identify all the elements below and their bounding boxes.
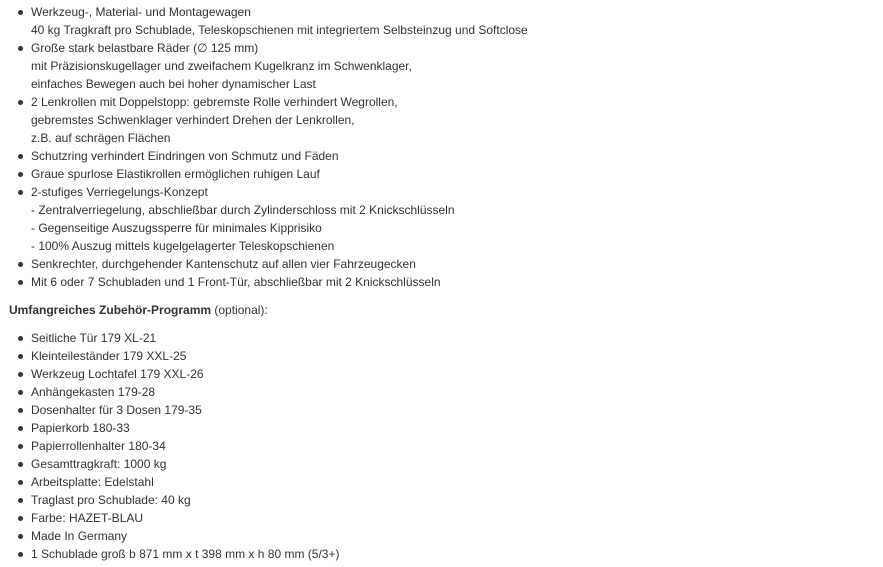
list-item	[31, 455, 883, 473]
list-item	[31, 183, 883, 255]
accessories-heading	[0, 301, 883, 319]
list-item-text: Papierkorb 180-33	[31, 421, 130, 435]
list-item-text: Made In Germany	[31, 529, 128, 543]
list-item	[31, 39, 883, 93]
list-item-text: mit Präzisionskugellager und zweifachem Kugelkranz im Schwenklager,	[31, 59, 412, 73]
accessories-list	[0, 329, 883, 563]
list-item-text: Mit 6 oder 7 Schubladen und 1 Front-Tür, abschließbar mit 2 Knickschlüsseln	[31, 275, 441, 289]
list-item	[31, 165, 883, 183]
list-item-text: - Zentralverriegelung, abschließbar durch Zylinderschloss mit 2 Knickschlüsseln	[31, 203, 455, 217]
list-item	[31, 491, 883, 509]
list-item-text: 1 Schublade groß b 871 mm x t 398 mm x h 80 mm (5/3+)	[31, 547, 340, 561]
list-item-text: Große stark belastbare Räder (∅ 125 mm)	[31, 41, 259, 55]
list-item-text: 2 Lenkrollen mit Doppelstopp: gebremste Rolle verhindert Wegrollen,	[31, 95, 398, 109]
list-item	[31, 3, 883, 39]
list-item	[31, 545, 883, 563]
list-item-text: einfaches Bewegen auch bei hoher dynamischer Last	[31, 77, 316, 91]
list-item-text: Werkzeug-, Material- und Montagewagen	[31, 5, 251, 19]
accessories-heading-bold: Umfangreiches Zubehör-Programm	[9, 303, 212, 317]
list-item-text: gebremstes Schwenklager verhindert Drehen der Lenkrollen,	[31, 113, 355, 127]
list-item	[31, 527, 883, 545]
list-item	[31, 93, 883, 147]
list-item	[31, 509, 883, 527]
list-item	[31, 419, 883, 437]
list-item-text: 2-stufiges Verriegelungs-Konzept	[31, 185, 208, 199]
product-description	[0, 3, 883, 563]
list-item-text: Werkzeug Lochtafel 179 XXL-26	[31, 367, 204, 381]
list-item	[31, 329, 883, 347]
list-item	[31, 401, 883, 419]
list-item-text: Dosenhalter für 3 Dosen 179-35	[31, 403, 202, 417]
list-item	[31, 473, 883, 491]
list-item-text: - Gegenseitige Auszugssperre für minimales Kipprisiko	[31, 221, 322, 235]
list-item-text: 40 kg Tragkraft pro Schublade, Teleskopschienen mit integriertem Selbsteinzug und Softclose	[31, 23, 528, 37]
list-item	[31, 255, 883, 273]
list-item-text: Traglast pro Schublade: 40 kg	[31, 493, 191, 507]
list-item-text: Senkrechter, durchgehender Kantenschutz auf allen vier Fahrzeugecken	[31, 257, 416, 271]
list-item-text: Arbeitsplatte: Edelstahl	[31, 475, 154, 489]
accessories-heading-normal: (optional):	[211, 303, 268, 317]
feature-list	[0, 3, 883, 291]
list-item-text: Gesamttragkraft: 1000 kg	[31, 457, 167, 471]
list-item	[31, 365, 883, 383]
list-item	[31, 147, 883, 165]
list-item	[31, 383, 883, 401]
list-item-text: Graue spurlose Elastikrollen ermöglichen ruhigen Lauf	[31, 167, 320, 181]
list-item-text: - 100% Auszug mittels kugelgelagerter Teleskopschienen	[31, 239, 335, 253]
list-item-text: Seitliche Tür 179 XL-21	[31, 331, 157, 345]
list-item	[31, 273, 883, 291]
list-item-text: Papierrollenhalter 180-34	[31, 439, 166, 453]
list-item-text: Schutzring verhindert Eindringen von Schmutz und Fäden	[31, 149, 339, 163]
list-item-text: Farbe: HAZET-BLAU	[31, 511, 144, 525]
list-item	[31, 437, 883, 455]
list-item-text: Kleinteileständer 179 XXL-25	[31, 349, 187, 363]
list-item-text: z.B. auf schrägen Flächen	[31, 131, 171, 145]
list-item	[31, 347, 883, 365]
list-item-text: Anhängekasten 179-28	[31, 385, 156, 399]
